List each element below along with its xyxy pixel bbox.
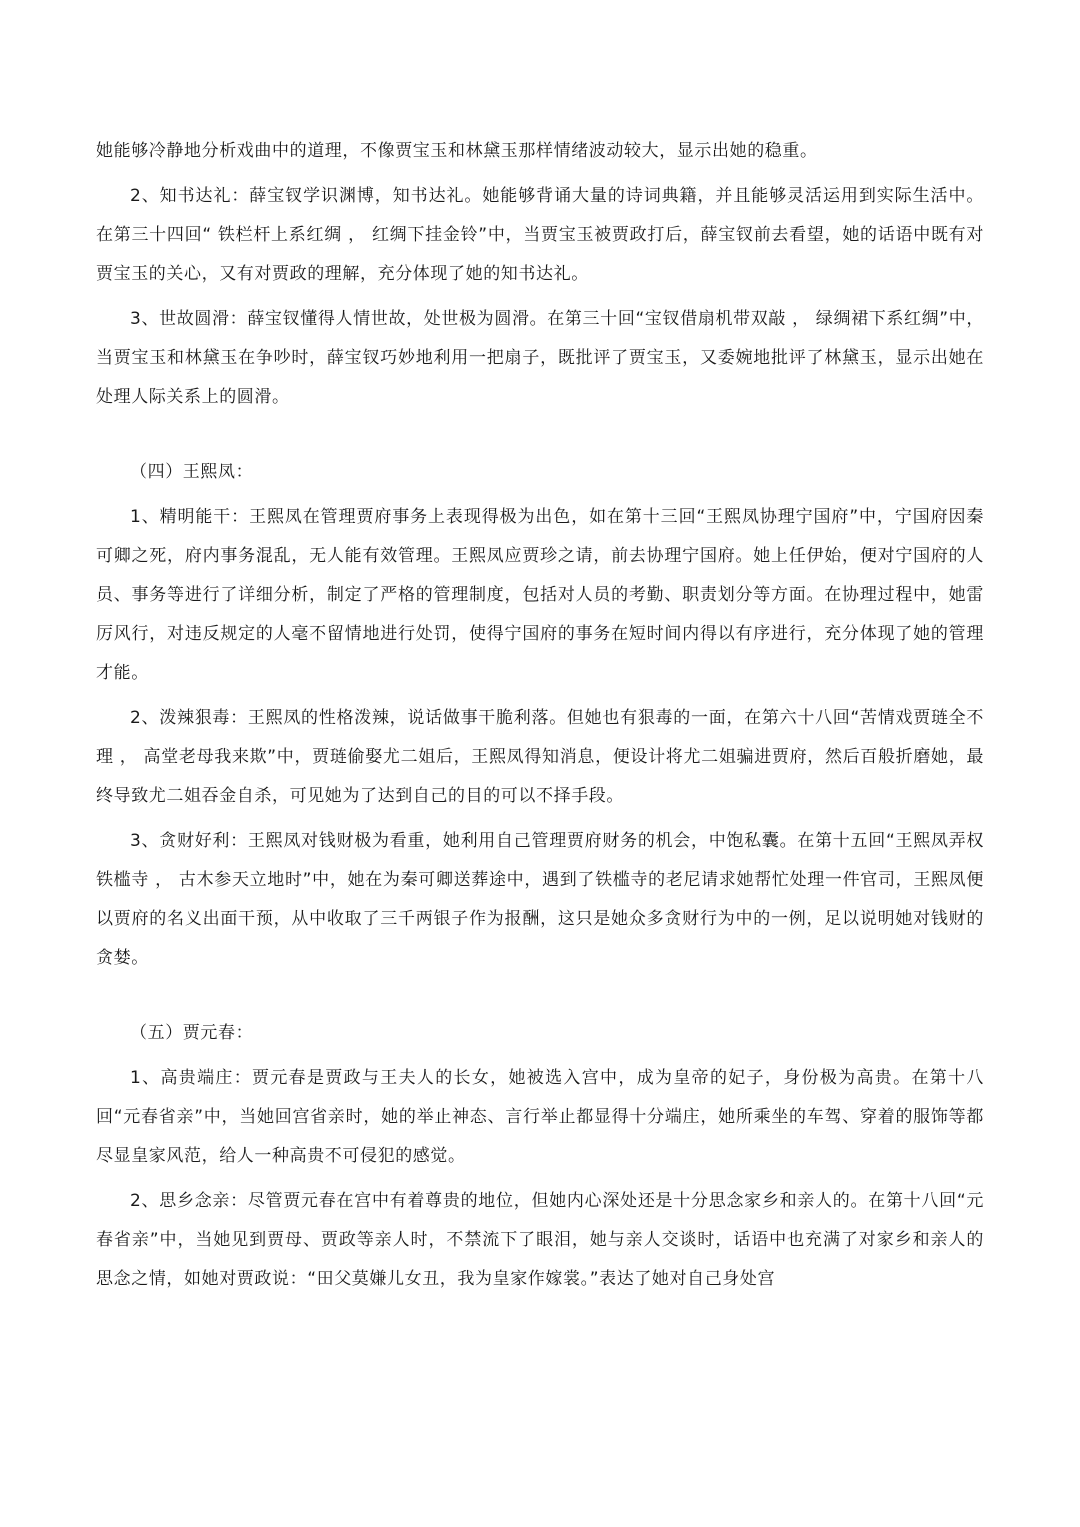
xifeng-item-1: 1、精明能干：王熙凤在管理贾府事务上表现得极为出色，如在第十三回“王熙凤协理宁国府”中，宁国府因秦可卿之死，府内事务混乱，无人能有效管理。王熙凤应贾珍之请，前去协理宁国府。她上任伊始，便对宁国府的人员、事务等进行了详细分析，制定了严格的管理制度，包括对人员的考勤、职责划分等方面。在协理过程中，她雷厉风行，对违反规定的人毫不留情地进行处罚，使得宁国府的事务在短时间内得以有序进行，充分体现了她的管理才能。 bbox=[96, 507, 984, 683]
xifeng-item-2: 2、泼辣狠毒：王熙凤的性格泼辣，说话做事干脆利落。但她也有狠毒的一面，在第六十八回“苦情戏贾琏全不理 ， 高堂老母我来欺”中，贾琏偷娶尤二姐后，王熙凤得知消息，便设计将尤二姐骗进贾府，然后百般折磨她，最终导致尤二姐吞金自杀，可见她为了达到自己的目的可以不择手段。 bbox=[96, 708, 984, 806]
section-spacer bbox=[96, 978, 984, 1014]
baochai-item-2: 2、知书达礼：薛宝钗学识渊博，知书达礼。她能够背诵大量的诗词典籍，并且能够灵活运用到实际生活中。在第三十四回“ 铁栏杆上系红绸 ， 红绸下挂金铃”中，当贾宝玉被贾政打后，薛宝钗前去看望，她的话语中既有对贾宝玉的关心，又有对贾政的理解，充分体现了她的知书达礼。 bbox=[96, 186, 984, 284]
intro-paragraph: 她能够冷静地分析戏曲中的道理，不像贾宝玉和林黛玉那样情绪波动较大，显示出她的稳重。 bbox=[96, 141, 818, 161]
section-spacer bbox=[96, 417, 984, 453]
section-heading-xifeng: （四）王熙凤： bbox=[130, 462, 254, 482]
baochai-item-3: 3、世故圆滑：薛宝钗懂得人情世故，处世极为圆滑。在第三十回“宝钗借扇机带双敲 ， 绿绸裙下系红绸”中，当贾宝玉和林黛玉在争吵时，薛宝钗巧妙地利用一把扇子，既批评了贾宝玉，又委婉地批评了林黛玉，显示出她在处理人际关系上的圆滑。 bbox=[96, 309, 984, 407]
xifeng-item-3: 3、贪财好利：王熙凤对钱财极为看重，她利用自己管理贾府财务的机会，中饱私囊。在第十五回“王熙凤弄权铁槛寺 ， 古木参天立地时”中，她在为秦可卿送葬途中，遇到了铁槛寺的老尼请求她帮忙处理一件官司，王熙凤便以贾府的名义出面干预，从中收取了三千两银子作为报酬，这只是她众多贪财行为中的一例，足以说明她对钱财的贪婪。 bbox=[96, 831, 984, 968]
yuanchun-item-2: 2、思乡念亲：尽管贾元春在宫中有着尊贵的地位，但她内心深处还是十分思念家乡和亲人的。在第十八回“元春省亲”中，当她见到贾母、贾政等亲人时，不禁流下了眼泪，她与亲人交谈时，话语中也充满了对家乡和亲人的思念之情，如她对贾政说：“田父莫嫌儿女丑，我为皇家作嫁裳。”表达了她对自己身处宫 bbox=[96, 1191, 984, 1289]
yuanchun-item-1: 1、高贵端庄：贾元春是贾政与王夫人的长女，她被选入宫中，成为皇帝的妃子，身份极为高贵。在第十八回“元春省亲”中，当她回宫省亲时，她的举止神态、言行举止都显得十分端庄，她所乘坐的车驾、穿着的服饰等都尽显皇家风范，给人一种高贵不可侵犯的感觉。 bbox=[96, 1068, 984, 1166]
section-heading-yuanchun: （五）贾元春： bbox=[130, 1023, 254, 1043]
document-page bbox=[96, 132, 984, 1299]
